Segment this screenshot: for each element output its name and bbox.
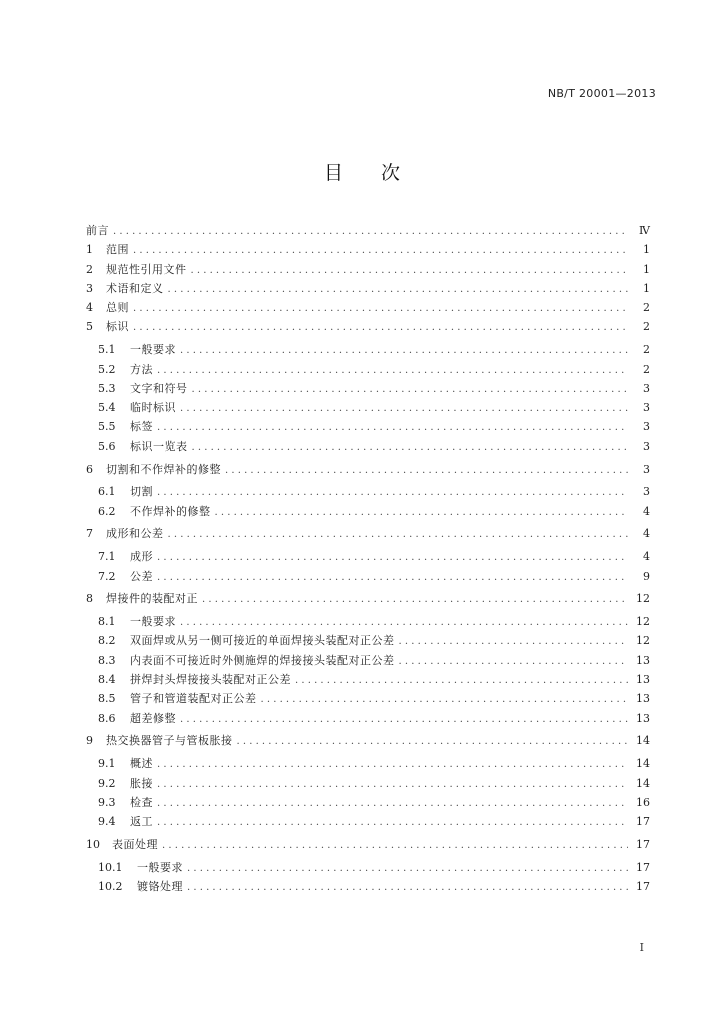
toc-entry-number: 5.4 xyxy=(98,401,116,415)
toc-entry-page: 17 xyxy=(636,837,650,851)
standard-code: NB/T 20001—2013 xyxy=(547,87,656,100)
toc-entry-title: 热交换器管子与管板胀接 xyxy=(106,734,233,748)
toc-entry-number: 7.1 xyxy=(98,550,116,564)
toc-entry[interactable] xyxy=(86,612,650,631)
toc-entry-title: 术语和定义 xyxy=(106,281,164,295)
toc-entry[interactable] xyxy=(86,589,650,608)
toc-entry-title: 焊接件的装配对正 xyxy=(106,592,198,606)
toc-entry-page: 1 xyxy=(643,243,650,257)
toc-leader-dots xyxy=(157,568,628,587)
toc-entry-page: 3 xyxy=(643,485,650,499)
toc-entry-title: 概述 xyxy=(130,757,153,771)
toc-entry-page: 13 xyxy=(636,673,650,687)
toc-leader-dots xyxy=(157,794,628,813)
toc-entry-title: 标签 xyxy=(130,420,153,434)
toc-entry-page: 2 xyxy=(643,343,650,357)
toc-entry-title: 成形和公差 xyxy=(106,527,164,541)
toc-entry-number: 7 xyxy=(86,527,93,541)
toc-entry-title: 方法 xyxy=(130,362,153,376)
toc-entry-page: 14 xyxy=(636,757,650,771)
toc-leader-dots xyxy=(180,399,628,418)
toc-entry[interactable] xyxy=(86,567,650,586)
toc-entry[interactable] xyxy=(86,835,650,854)
toc-entry[interactable] xyxy=(86,524,650,543)
toc-entry-title: 文字和符号 xyxy=(130,381,188,395)
toc-entry-title: 内表面不可接近时外侧施焊的焊接接头装配对正公差 xyxy=(130,653,395,667)
toc-leader-dots xyxy=(191,261,629,280)
toc-leader-dots xyxy=(157,813,628,832)
toc-entry[interactable] xyxy=(86,731,650,750)
toc-entry-page: 4 xyxy=(643,504,650,518)
toc-leader-dots xyxy=(168,280,629,299)
toc-entry-number: 9.4 xyxy=(98,815,116,829)
toc-entry-page: 3 xyxy=(643,381,650,395)
toc-entry-number: 8.4 xyxy=(98,673,116,687)
toc-entry-number: 5 xyxy=(86,320,93,334)
toc-entry-title: 切割 xyxy=(130,485,153,499)
toc-entry[interactable] xyxy=(86,482,650,501)
toc-leader-dots xyxy=(295,671,628,690)
toc-leader-dots xyxy=(157,418,628,437)
toc-leader-dots xyxy=(180,613,628,632)
toc-entry-number: 10 xyxy=(86,837,100,851)
toc-entry-title: 切割和不作焊补的修整 xyxy=(106,462,221,476)
toc-entry-number: 7.2 xyxy=(98,569,116,583)
toc-entry[interactable] xyxy=(86,340,650,359)
toc-entry-number: 8.2 xyxy=(98,634,116,648)
toc-entry-number: 10.1 xyxy=(98,860,123,874)
toc-leader-dots xyxy=(237,732,629,751)
toc-entry-page: 16 xyxy=(636,795,650,809)
toc-entry[interactable] xyxy=(86,298,650,317)
toc-entry[interactable] xyxy=(86,317,650,336)
toc-entry[interactable] xyxy=(86,793,650,812)
toc-entry-page: 3 xyxy=(643,462,650,476)
toc-leader-dots xyxy=(180,710,628,729)
toc-entry[interactable] xyxy=(86,379,650,398)
page-number: Ⅰ xyxy=(639,941,644,954)
toc-entry-title: 表面处理 xyxy=(112,837,158,851)
toc-entry[interactable] xyxy=(86,437,650,456)
toc-leader-dots xyxy=(187,878,628,897)
toc-entry-number: 5.2 xyxy=(98,362,116,376)
toc-entry-number: 8.6 xyxy=(98,711,116,725)
toc-leader-dots xyxy=(202,590,628,609)
toc-leader-dots xyxy=(192,380,629,399)
toc-entry[interactable] xyxy=(86,774,650,793)
toc-leader-dots xyxy=(399,652,629,671)
toc-entry-page: 13 xyxy=(636,692,650,706)
toc-entry-title: 一般要求 xyxy=(130,343,176,357)
toc-leader-dots xyxy=(168,525,629,544)
toc-entry-page: 9 xyxy=(643,569,650,583)
toc-leader-dots xyxy=(192,438,629,457)
toc-leader-dots xyxy=(215,503,629,522)
toc-entry-title: 前言 xyxy=(86,224,109,237)
toc-entry-title: 镀铬处理 xyxy=(137,880,183,893)
toc-entry-number: 5.5 xyxy=(98,420,116,434)
toc-entry-number: 6.2 xyxy=(98,504,116,518)
toc-entry-title: 检查 xyxy=(130,795,153,809)
toc-entry-number: 8.3 xyxy=(98,653,116,667)
toc-entry[interactable] xyxy=(86,709,650,728)
toc-leader-dots xyxy=(133,299,628,318)
toc-leader-dots xyxy=(157,483,628,502)
toc-leader-dots xyxy=(225,461,628,480)
toc-entry-number: 9 xyxy=(86,734,93,748)
toc-entry-page: 17 xyxy=(636,860,650,874)
toc-entry[interactable] xyxy=(86,547,650,566)
toc-entry-number: 9.3 xyxy=(98,795,116,809)
toc-entry-number: 10.2 xyxy=(98,880,123,893)
toc-entry-number: 9.1 xyxy=(98,757,116,771)
toc-entry-title: 临时标识 xyxy=(130,401,176,415)
toc-entry-page: Ⅳ xyxy=(639,224,650,237)
toc-leader-dots xyxy=(113,222,628,241)
toc-entry-number: 8 xyxy=(86,592,93,606)
toc-leader-dots xyxy=(399,632,629,651)
toc-entry-number: 6.1 xyxy=(98,485,116,499)
toc-entry-page: 12 xyxy=(636,634,650,648)
toc-leader-dots xyxy=(162,836,628,855)
toc-entry[interactable] xyxy=(86,240,650,259)
toc-entry-page: 4 xyxy=(643,550,650,564)
toc-leader-dots xyxy=(133,318,628,337)
toc-leader-dots xyxy=(261,690,629,709)
toc-entry-title: 成形 xyxy=(130,550,153,564)
toc-entry-title: 标识一览表 xyxy=(130,439,188,453)
toc-entry-number: 9.2 xyxy=(98,776,116,790)
toc-entry-page: 14 xyxy=(636,776,650,790)
toc-entry-page: 3 xyxy=(643,401,650,415)
toc-entry[interactable] xyxy=(86,502,650,521)
toc-entry-page: 4 xyxy=(643,527,650,541)
toc-entry-number: 5.6 xyxy=(98,439,116,453)
toc-entry-number: 3 xyxy=(86,281,93,295)
toc-entry-page: 1 xyxy=(643,262,650,276)
toc-entry[interactable] xyxy=(86,221,650,240)
toc-entry[interactable] xyxy=(86,858,650,877)
toc-entry-title: 返工 xyxy=(130,815,153,829)
toc-entry-number: 8.5 xyxy=(98,692,116,706)
toc-entry-page: 2 xyxy=(643,301,650,315)
toc-entry-page: 3 xyxy=(643,420,650,434)
toc-entry-title: 范围 xyxy=(106,243,129,257)
toc-entry-number: 1 xyxy=(86,243,93,257)
toc-entry-page: 14 xyxy=(636,734,650,748)
toc-leader-dots xyxy=(157,755,628,774)
toc-entry[interactable] xyxy=(86,360,650,379)
toc-entry-page: 13 xyxy=(636,653,650,667)
toc-entry-page: 17 xyxy=(636,815,650,829)
toc-entry[interactable] xyxy=(86,398,650,417)
toc-entry-title: 规范性引用文件 xyxy=(106,262,187,276)
toc-entry[interactable] xyxy=(86,670,650,689)
table-of-contents xyxy=(86,221,650,896)
toc-entry[interactable] xyxy=(86,631,650,650)
toc-entry[interactable] xyxy=(86,812,650,831)
toc-entry-title: 不作焊补的修整 xyxy=(130,504,211,518)
toc-entry-title: 总则 xyxy=(106,301,129,315)
toc-entry-page: 3 xyxy=(643,439,650,453)
toc-entry[interactable] xyxy=(86,279,650,298)
toc-entry[interactable] xyxy=(86,417,650,436)
toc-leader-dots xyxy=(133,241,628,260)
toc-entry[interactable] xyxy=(86,689,650,708)
toc-entry-title: 一般要求 xyxy=(130,615,176,629)
toc-entry-title: 双面焊或从另一侧可接近的单面焊接头装配对正公差 xyxy=(130,634,395,648)
toc-entry[interactable] xyxy=(86,260,650,279)
page-title: 目 次 xyxy=(323,162,400,184)
toc-entry-number: 6 xyxy=(86,462,93,476)
toc-entry-page: 17 xyxy=(636,880,650,893)
toc-leader-dots xyxy=(157,361,628,380)
toc-entry[interactable] xyxy=(86,651,650,670)
toc-entry-page: 2 xyxy=(643,362,650,376)
toc-entry-title: 超差修整 xyxy=(130,711,176,725)
toc-entry-title: 胀接 xyxy=(130,776,153,790)
toc-entry[interactable] xyxy=(86,877,650,896)
toc-entry-number: 5.1 xyxy=(98,343,116,357)
toc-leader-dots xyxy=(157,775,628,794)
toc-entry-title: 拼焊封头焊接接头装配对正公差 xyxy=(130,673,291,687)
toc-leader-dots xyxy=(187,859,628,878)
toc-entry-page: 1 xyxy=(643,281,650,295)
toc-entry-number: 8.1 xyxy=(98,615,116,629)
toc-entry-number: 5.3 xyxy=(98,381,116,395)
toc-leader-dots xyxy=(180,341,628,360)
toc-entry[interactable] xyxy=(86,460,650,479)
toc-entry-page: 2 xyxy=(643,320,650,334)
toc-entry-title: 一般要求 xyxy=(137,860,183,874)
toc-entry-title: 管子和管道装配对正公差 xyxy=(130,692,257,706)
toc-leader-dots xyxy=(157,548,628,567)
toc-entry-page: 12 xyxy=(636,592,650,606)
toc-entry-page: 12 xyxy=(636,615,650,629)
toc-entry-page: 13 xyxy=(636,711,650,725)
toc-entry-title: 标识 xyxy=(106,320,129,334)
toc-entry[interactable] xyxy=(86,754,650,773)
toc-entry-title: 公差 xyxy=(130,569,153,583)
toc-entry-number: 4 xyxy=(86,301,93,315)
toc-entry-number: 2 xyxy=(86,262,93,276)
